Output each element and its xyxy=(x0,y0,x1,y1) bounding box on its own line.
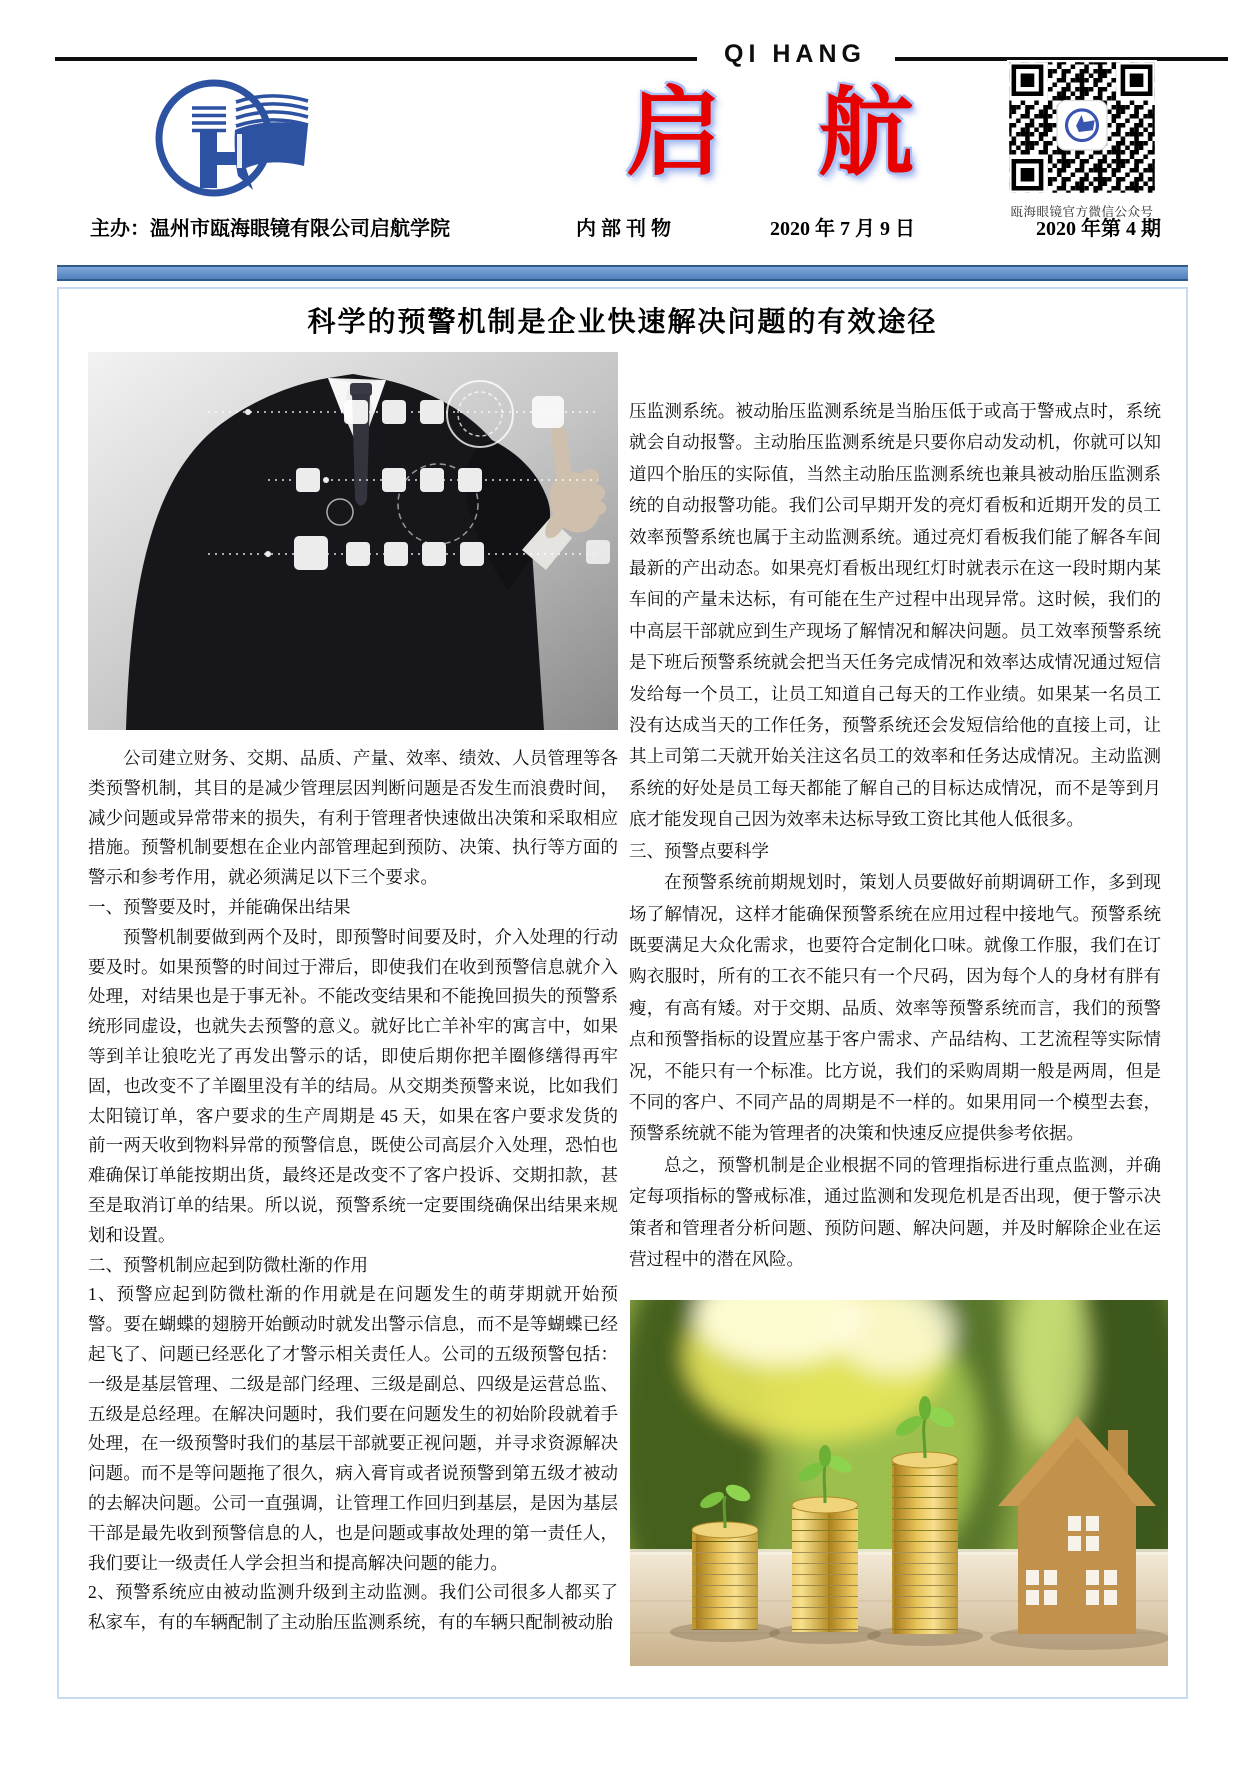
paragraph: 1、预警应起到防微杜渐的作用就是在问题发生的萌芽期就开始预警。要在蝴蝶的翅膀开始颤动时就发出警示信息，而不是等蝴蝶已经起飞了、问题已经恶化了才警示相关责任人。公司的五级预警包括：一级是基层管理、二级是部门经理、三级是副总、四级是运营总监、五级是总经理。在解决问题时，我们要在问题发生的初始阶段就着手处理，在一级预警时我们的基层干部就要正视问题，并寻求资源解决问题。而不是等问题拖了很久，病入膏肓或者说预警到第五级才被动的去解决问题。公司一直强调，让管理工作回归到基层，是因为基层干部是最先收到预警信息的人，也是问题或事故处理的第一责任人，我们要让一级责任人学会担当和提高解决问题的能力。 xyxy=(88,1284,618,1573)
article-title: 科学的预警机制是企业快速解决问题的有效途径 xyxy=(307,307,938,338)
paragraph: 预警机制要做到两个及时，即预警时间要及时，介入处理的行动要及时。如果预警的时间过于滞后，即使我们在收到预警信息就介入处理，对结果也是于事无补。不能改变结果和不能挽回损失的预警系统形同虚设，也就失去预警的意义。就好比亡羊补牢的寓言中，如果等到羊让狼吃光了再发出警示的话，即使后期你把羊圈修缮得再牢固，也改变不了羊圈里没有羊的结局。从交期类预警来说，比如我们太阳镜订单，客户要求的生产周期是 45 天，如果在客户要求发货的前一两天收到物料异常的预警信息，既使公司高层介入处理，恐怕也难确保订单能按期出货，最终还是改变不了客户投诉、交期扣款，甚至是取消订单的结果。所以说，预警系统一定要围绕确保出结果来规划和设置。 xyxy=(88,926,618,1245)
header-divider-bar xyxy=(57,265,1188,281)
right-column xyxy=(629,396,1161,1282)
top-rule-left xyxy=(55,57,697,61)
section-heading: 三、预警点要科学 xyxy=(629,840,769,861)
qr-code xyxy=(1007,60,1157,195)
company-logo-icon xyxy=(150,70,335,208)
paragraph: 公司建立财务、交期、品质、产量、效率、绩效、人员管理等各类预警机制，其目的是减少管理层因判断问题是否发生而浪费时间，减少问题或异常带来的损失，有利于管理者快速做出决策和采取相应措施。预警机制要想在企业内部管理起到预防、决策、执行等方面的警示和参考作用，就必须满足以下三个要求。 xyxy=(88,748,618,888)
paragraph: 在预警系统前期规划时，策划人员要做好前期调研工作，多到现场了解情况，这样才能确保预警系统在应用过程中接地气。预警系统既要满足大众化需求，也要符合定制化口味。就像工作服，我们在订购衣服时，所有的工衣不能只有一个尺码，因为每个人的身材有胖有瘦，有高有矮。对于交期、品质、效率等预警系统而言，我们的预警点和预警指标的设置应基于客户需求、产品结构、工艺流程等实际情况，不能只有一个标准。比方说，我们的采购周期一般是两周，但是不同的客户、不同产品的周期是不一样的。如果用同一个模型去套，预警系统就不能为管理者的决策和快速反应提供参考依据。 xyxy=(629,872,1161,1144)
info-issue-number: 2020 年第 4 期 xyxy=(1036,218,1161,240)
section-heading: 二、预警机制应起到防微杜渐的作用 xyxy=(88,1254,368,1275)
qr-block xyxy=(1003,60,1161,220)
paragraph: 总之，预警机制是企业根据不同的管理指标进行重点监测，并确定每项指标的警戒标准，通过监测和发现危机是否出现，便于警示决策者和管理者分析问题、预防问题、解决问题，并及时解除企业在运营过程中的潜在风险。 xyxy=(629,1154,1161,1269)
paragraph: 压监测系统。被动胎压监测系统是当胎压低于或高于警戒点时，系统就会自动报警。主动胎压监测系统是只要你启动发动机，你就可以知道四个胎压的实际值，当然主动胎压监测系统也兼具被动胎压监测系统的自动报警功能。我们公司早期开发的亮灯看板和近期开发的员工效率预警系统也属于主动监测系统。通过亮灯看板我们能了解各车间最新的产出动态。如果亮灯看板出现红灯时就表示在这一段时期内某车间的产量未达标，有可能在生产过程中出现异常。这时候，我们的中高层干部就应到生产现场了解情况和解决问题。员工效率预警系统是下班后预警系统就会把当天任务完成情况和效率达成情况通过短信发给每一个员工，让员工知道自己每天的工作业绩。如果某一名员工没有达成当天的工作任务，预警系统还会发短信给他的直接上司，让其上司第二天就开始关注这名员工的效率和任务达成情况。主动监测系统的好处是员工每天都能了解自己的目标达成情况，而不是等到月底才能发现自己因为效率未达标导致工资比其他人低很多。 xyxy=(629,401,1161,830)
info-publication-type: 内部刊物 xyxy=(576,218,676,240)
qr-caption: 瓯海眼镜官方微信公众号 xyxy=(1010,205,1154,219)
paragraph: 2、预警系统应由被动监测升级到主动监测。我们公司很多人都买了私家车，有的车辆配制了主动胎压监测系统，有的车辆只配制被动胎 xyxy=(88,1582,618,1633)
info-organizer: 主办：温州市瓯海眼镜有限公司启航学院 xyxy=(90,218,450,240)
coins-house-photo xyxy=(630,1300,1168,1666)
masthead-title: 启 航 xyxy=(626,80,914,187)
masthead-pinyin: QI HANG xyxy=(724,40,866,68)
section-heading: 一、预警要及时，并能确保出结果 xyxy=(88,896,351,917)
businessman-photo xyxy=(88,352,618,730)
info-date: 2020 年 7 月 9 日 xyxy=(770,218,915,240)
left-column xyxy=(88,744,618,1700)
